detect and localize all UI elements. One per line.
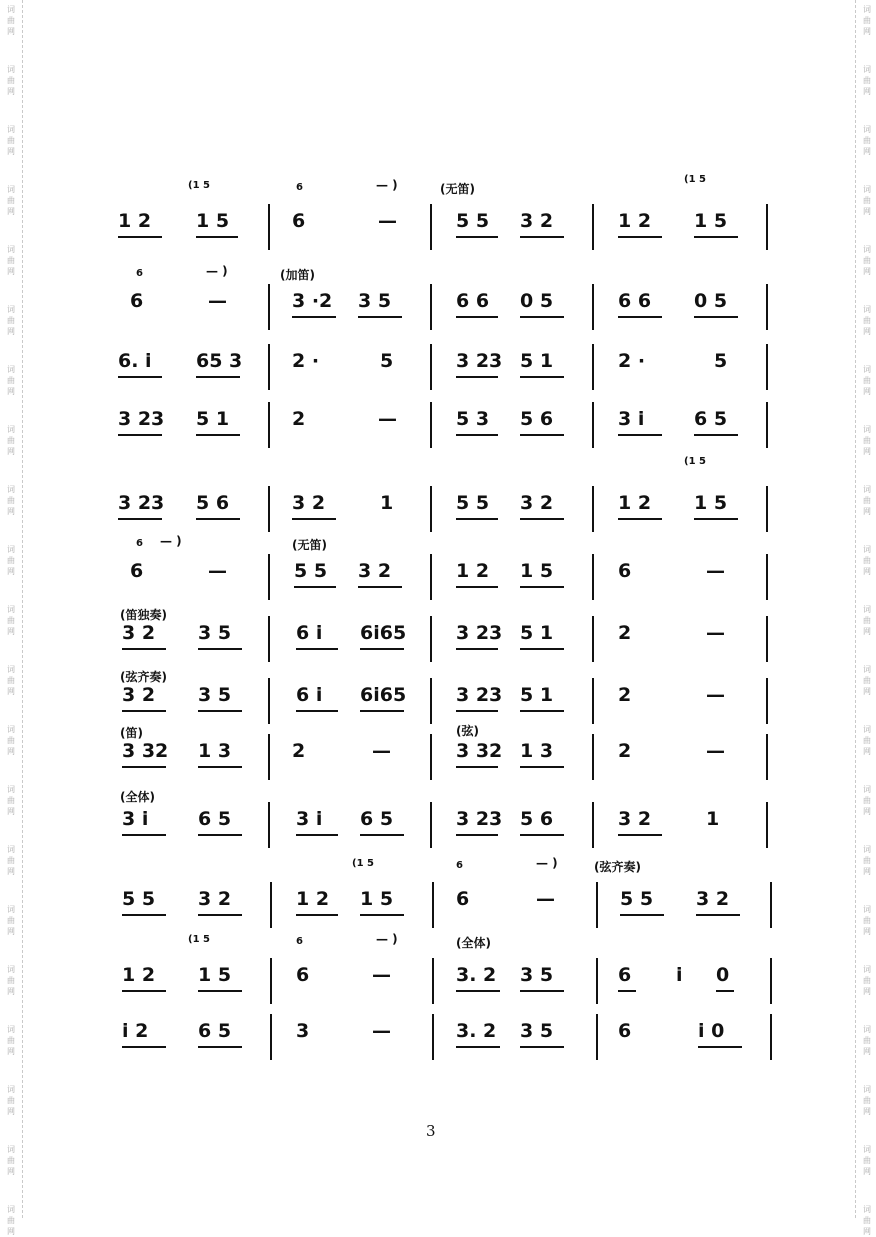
bar-line: [596, 1014, 598, 1060]
bar-line: [592, 402, 594, 448]
bar-line: [430, 486, 432, 532]
bar-line: [432, 958, 434, 1004]
watermark-text: 词 曲 网: [863, 365, 871, 396]
watermark-text: 词 曲 网: [863, 5, 871, 36]
watermark-text: 词 曲 网: [7, 905, 15, 936]
beat-underline: [520, 376, 564, 378]
beat-underline: [456, 834, 498, 836]
annotation-text: (笛): [120, 726, 143, 740]
bar-line: [766, 802, 768, 848]
note-group: —: [706, 740, 725, 762]
watermark-text: 词 曲 网: [863, 1025, 871, 1056]
note-group: 5: [714, 350, 728, 372]
note-group: 1 5: [520, 560, 554, 582]
watermark-text: 词 曲 网: [863, 125, 871, 156]
beat-underline: [198, 710, 242, 712]
beat-underline: [520, 990, 564, 992]
note-group: —: [536, 888, 555, 910]
watermark-text: 词 曲 网: [7, 5, 15, 36]
beat-underline: [716, 990, 734, 992]
beat-underline: [520, 586, 564, 588]
note-group: —: [208, 290, 227, 312]
beat-underline: [520, 1046, 564, 1048]
watermark-text: 词 曲 网: [7, 485, 15, 516]
beat-underline: [456, 518, 498, 520]
note-group: i: [676, 964, 683, 986]
bar-line: [268, 616, 270, 662]
note-group: 3. 2: [456, 1020, 497, 1042]
watermark-text: 词 曲 网: [863, 65, 871, 96]
beat-underline: [196, 236, 238, 238]
bar-line: [268, 554, 270, 600]
watermark-text: 词 曲 网: [863, 665, 871, 696]
bar-line: [270, 882, 272, 928]
beat-underline: [294, 586, 336, 588]
annotation-text: (加笛): [280, 268, 315, 282]
watermark-text: 词 曲 网: [7, 365, 15, 396]
bar-line: [592, 678, 594, 724]
note-group: 3 ·2: [292, 290, 333, 312]
beat-underline: [292, 316, 336, 318]
watermark-text: 词 曲 网: [7, 605, 15, 636]
watermark-text: 词 曲 网: [7, 245, 15, 276]
note-group: 6. i: [118, 350, 152, 372]
note-group: 2 ·: [292, 350, 320, 372]
bar-line: [770, 882, 772, 928]
bar-line: [766, 344, 768, 390]
bar-line: [766, 486, 768, 532]
beat-underline: [198, 990, 242, 992]
bar-line: [592, 344, 594, 390]
beat-underline: [118, 376, 162, 378]
note-group: 1 5: [694, 492, 728, 514]
note-group: 2: [618, 740, 632, 762]
bar-line: [592, 204, 594, 250]
watermark-text: 词 曲 网: [7, 185, 15, 216]
note-group: 3 5: [520, 1020, 554, 1042]
annotation-text: (弦齐奏): [594, 860, 641, 874]
note-group: —: [378, 210, 397, 232]
note-group: 3 5: [198, 684, 232, 706]
note-group: 3 2: [358, 560, 392, 582]
watermark-text: 词 曲 网: [863, 1205, 871, 1236]
beat-underline: [618, 990, 636, 992]
note-group: 5 5: [620, 888, 654, 910]
bar-line: [592, 802, 594, 848]
note-group: 6 5: [694, 408, 728, 430]
watermark-text: 词 曲 网: [7, 965, 15, 996]
note-group: 5 1: [520, 350, 554, 372]
bar-line: [430, 616, 432, 662]
beat-underline: [360, 648, 404, 650]
bar-line: [268, 284, 270, 330]
watermark-text: 词 曲 网: [863, 1145, 871, 1176]
beat-underline: [620, 914, 664, 916]
annotation-text: — ): [160, 534, 182, 548]
bar-line: [430, 402, 432, 448]
annotation-text: (笛独奏): [120, 608, 167, 622]
annotation-text: (1 5: [684, 174, 706, 185]
bar-line: [596, 882, 598, 928]
note-group: 5 1: [520, 622, 554, 644]
bar-line: [270, 958, 272, 1004]
watermark-text: 词 曲 网: [7, 425, 15, 456]
watermark-text: 词 曲 网: [863, 785, 871, 816]
note-group: 5 5: [456, 492, 490, 514]
beat-underline: [196, 518, 240, 520]
beat-underline: [694, 316, 738, 318]
beat-underline: [296, 914, 338, 916]
bar-line: [592, 486, 594, 532]
note-group: 3 2: [198, 888, 232, 910]
note-group: 6 i: [296, 622, 323, 644]
beat-underline: [358, 586, 402, 588]
watermark-text: 词 曲 网: [863, 845, 871, 876]
beat-underline: [520, 316, 564, 318]
bar-line: [268, 204, 270, 250]
bar-line: [268, 734, 270, 780]
watermark-text: 词 曲 网: [863, 605, 871, 636]
note-group: 2 ·: [618, 350, 646, 372]
beat-underline: [520, 834, 564, 836]
note-group: 1 2: [118, 210, 152, 232]
watermark-text: 词 曲 网: [863, 305, 871, 336]
watermark-text: 词 曲 网: [7, 1205, 15, 1236]
watermark-text: 词 曲 网: [863, 245, 871, 276]
beat-underline: [122, 914, 166, 916]
bar-line: [430, 344, 432, 390]
note-group: 0 5: [520, 290, 554, 312]
beat-underline: [296, 710, 338, 712]
bar-line: [268, 486, 270, 532]
annotation-text: (1 5: [188, 180, 210, 191]
bar-line: [268, 344, 270, 390]
note-group: 3 23: [456, 808, 503, 830]
note-group: 5 1: [196, 408, 230, 430]
note-group: 2: [618, 684, 632, 706]
watermark-text: 词 曲 网: [7, 845, 15, 876]
annotation-text: (无笛): [292, 538, 327, 552]
bar-line: [592, 734, 594, 780]
annotation-text: (1 5: [684, 456, 706, 467]
beat-underline: [618, 316, 662, 318]
beat-underline: [456, 710, 498, 712]
note-group: 5 5: [294, 560, 328, 582]
note-group: —: [706, 684, 725, 706]
note-group: 3: [296, 1020, 310, 1042]
note-group: 0: [716, 964, 730, 986]
beat-underline: [196, 434, 240, 436]
beat-underline: [122, 990, 166, 992]
watermark-text: 词 曲 网: [7, 1085, 15, 1116]
beat-underline: [618, 236, 662, 238]
beat-underline: [694, 518, 738, 520]
watermark-text: 词 曲 网: [863, 905, 871, 936]
note-group: 5 6: [520, 408, 554, 430]
bar-line: [268, 678, 270, 724]
annotation-text: (全体): [120, 790, 155, 804]
note-group: 5: [380, 350, 394, 372]
note-group: 3. 2: [456, 964, 497, 986]
note-group: 5 6: [196, 492, 230, 514]
beat-underline: [122, 766, 166, 768]
annotation-text: 6: [136, 268, 143, 279]
beat-underline: [198, 834, 242, 836]
note-group: 3 2: [122, 622, 156, 644]
beat-underline: [118, 434, 162, 436]
bar-line: [766, 204, 768, 250]
bar-line: [766, 402, 768, 448]
note-group: 6i65: [360, 622, 407, 644]
bar-line: [596, 958, 598, 1004]
note-group: 6: [618, 964, 632, 986]
note-group: 6: [296, 964, 310, 986]
beat-underline: [198, 766, 242, 768]
note-group: 1 5: [198, 964, 232, 986]
bar-line: [430, 284, 432, 330]
bar-line: [592, 616, 594, 662]
note-group: 3 32: [456, 740, 503, 762]
bar-line: [430, 204, 432, 250]
beat-underline: [198, 1046, 242, 1048]
watermark-text: 词 曲 网: [863, 425, 871, 456]
beat-underline: [292, 518, 336, 520]
beat-underline: [122, 834, 166, 836]
bar-line: [766, 616, 768, 662]
annotation-text: — ): [376, 178, 398, 192]
note-group: 3 2: [520, 492, 554, 514]
bar-line: [270, 1014, 272, 1060]
note-group: i 2: [122, 1020, 149, 1042]
note-group: 1 2: [296, 888, 330, 910]
annotation-text: — ): [536, 856, 558, 870]
beat-underline: [456, 316, 498, 318]
note-group: 1 5: [360, 888, 394, 910]
beat-underline: [360, 914, 404, 916]
beat-underline: [696, 914, 740, 916]
watermark-text: 词 曲 网: [7, 665, 15, 696]
annotation-text: 6: [296, 936, 303, 947]
annotation-text: 6: [296, 182, 303, 193]
watermark-text: 词 曲 网: [863, 185, 871, 216]
beat-underline: [456, 586, 498, 588]
note-group: 3 2: [696, 888, 730, 910]
beat-underline: [520, 236, 564, 238]
annotation-text: (弦齐奏): [120, 670, 167, 684]
bar-line: [430, 734, 432, 780]
bar-line: [770, 958, 772, 1004]
annotation-text: 6: [456, 860, 463, 871]
beat-underline: [456, 766, 498, 768]
note-group: 3 2: [618, 808, 652, 830]
note-group: 1 3: [198, 740, 232, 762]
beat-underline: [122, 648, 166, 650]
note-group: 6: [292, 210, 306, 232]
bar-line: [592, 284, 594, 330]
bar-line: [766, 734, 768, 780]
page-number: 3: [426, 1122, 436, 1140]
note-group: —: [706, 560, 725, 582]
note-group: 5 5: [122, 888, 156, 910]
note-group: 1: [706, 808, 720, 830]
watermark-text: 词 曲 网: [7, 1025, 15, 1056]
note-group: 3 i: [122, 808, 149, 830]
note-group: 6: [456, 888, 470, 910]
annotation-text: — ): [206, 264, 228, 278]
note-group: 6: [618, 1020, 632, 1042]
note-group: 1 2: [618, 210, 652, 232]
note-group: 5 6: [520, 808, 554, 830]
note-group: 3 2: [292, 492, 326, 514]
note-group: 3 23: [456, 622, 503, 644]
beat-underline: [456, 648, 498, 650]
beat-underline: [456, 434, 498, 436]
note-group: 1 2: [122, 964, 156, 986]
watermark-text: 词 曲 网: [863, 965, 871, 996]
beat-underline: [196, 376, 240, 378]
note-group: 6 6: [456, 290, 490, 312]
note-group: —: [372, 964, 391, 986]
watermark-text: 词 曲 网: [7, 305, 15, 336]
bar-line: [592, 554, 594, 600]
watermark-text: 词 曲 网: [7, 125, 15, 156]
beat-underline: [198, 914, 242, 916]
beat-underline: [118, 518, 162, 520]
note-group: 2: [292, 408, 306, 430]
note-group: 6 5: [198, 808, 232, 830]
note-group: —: [372, 740, 391, 762]
note-group: 3 2: [520, 210, 554, 232]
beat-underline: [520, 710, 564, 712]
annotation-text: 6: [136, 538, 143, 549]
beat-underline: [122, 1046, 166, 1048]
beat-underline: [618, 518, 662, 520]
note-group: 3 2: [122, 684, 156, 706]
bar-line: [430, 678, 432, 724]
bar-line: [430, 554, 432, 600]
note-group: 1 5: [694, 210, 728, 232]
watermark-text: 词 曲 网: [863, 1085, 871, 1116]
annotation-text: (1 5: [188, 934, 210, 945]
note-group: 1 2: [456, 560, 490, 582]
bar-line: [268, 802, 270, 848]
beat-underline: [520, 766, 564, 768]
annotation-text: (弦): [456, 724, 479, 738]
note-group: 1 2: [618, 492, 652, 514]
beat-underline: [520, 518, 564, 520]
note-group: 5 5: [456, 210, 490, 232]
beat-underline: [122, 710, 166, 712]
note-group: 3 5: [198, 622, 232, 644]
beat-underline: [360, 834, 404, 836]
note-group: 1 3: [520, 740, 554, 762]
watermark-text: 词 曲 网: [863, 485, 871, 516]
bar-line: [766, 284, 768, 330]
note-group: 3 5: [358, 290, 392, 312]
beat-underline: [456, 990, 500, 992]
beat-underline: [618, 434, 662, 436]
beat-underline: [296, 834, 338, 836]
note-group: 6i65: [360, 684, 407, 706]
note-group: 3 23: [456, 684, 503, 706]
beat-underline: [358, 316, 402, 318]
annotation-text: (1 5: [352, 858, 374, 869]
watermark-text: 词 曲 网: [7, 725, 15, 756]
note-group: 6 5: [360, 808, 394, 830]
beat-underline: [698, 1046, 742, 1048]
note-group: —: [372, 1020, 391, 1042]
note-group: 3 i: [618, 408, 645, 430]
watermark-text: 词 曲 网: [863, 545, 871, 576]
beat-underline: [296, 648, 338, 650]
note-group: —: [208, 560, 227, 582]
note-group: 3 23: [456, 350, 503, 372]
note-group: 0 5: [694, 290, 728, 312]
bar-line: [430, 802, 432, 848]
watermark-text: 词 曲 网: [7, 785, 15, 816]
beat-underline: [618, 834, 662, 836]
note-group: 3 23: [118, 492, 165, 514]
beat-underline: [360, 710, 404, 712]
bar-line: [432, 1014, 434, 1060]
beat-underline: [456, 236, 498, 238]
note-group: 6: [130, 290, 144, 312]
note-group: i 0: [698, 1020, 725, 1042]
note-group: 3 5: [520, 964, 554, 986]
beat-underline: [118, 236, 162, 238]
note-group: 6: [130, 560, 144, 582]
note-group: 3 32: [122, 740, 169, 762]
note-group: 2: [292, 740, 306, 762]
watermark-text: 词 曲 网: [863, 725, 871, 756]
beat-underline: [694, 434, 738, 436]
annotation-text: — ): [376, 932, 398, 946]
watermark-text: 词 曲 网: [7, 65, 15, 96]
beat-underline: [520, 648, 564, 650]
bar-line: [766, 554, 768, 600]
bar-line: [432, 882, 434, 928]
note-group: —: [378, 408, 397, 430]
beat-underline: [694, 236, 738, 238]
note-group: —: [706, 622, 725, 644]
annotation-text: (无笛): [440, 182, 475, 196]
watermark-text: 词 曲 网: [7, 1145, 15, 1176]
beat-underline: [456, 1046, 500, 1048]
bar-line: [766, 678, 768, 724]
note-group: 65 3: [196, 350, 243, 372]
note-group: 6: [618, 560, 632, 582]
note-group: 3 i: [296, 808, 323, 830]
beat-underline: [456, 376, 498, 378]
note-group: 2: [618, 622, 632, 644]
beat-underline: [198, 648, 242, 650]
bar-line: [268, 402, 270, 448]
note-group: 6 5: [198, 1020, 232, 1042]
note-group: 6 i: [296, 684, 323, 706]
note-group: 6 6: [618, 290, 652, 312]
beat-underline: [520, 434, 564, 436]
note-group: 5 3: [456, 408, 490, 430]
note-group: 3 23: [118, 408, 165, 430]
note-group: 1 5: [196, 210, 230, 232]
note-group: 5 1: [520, 684, 554, 706]
watermark-text: 词 曲 网: [7, 545, 15, 576]
annotation-text: (全体): [456, 936, 491, 950]
bar-line: [770, 1014, 772, 1060]
note-group: 1: [380, 492, 394, 514]
